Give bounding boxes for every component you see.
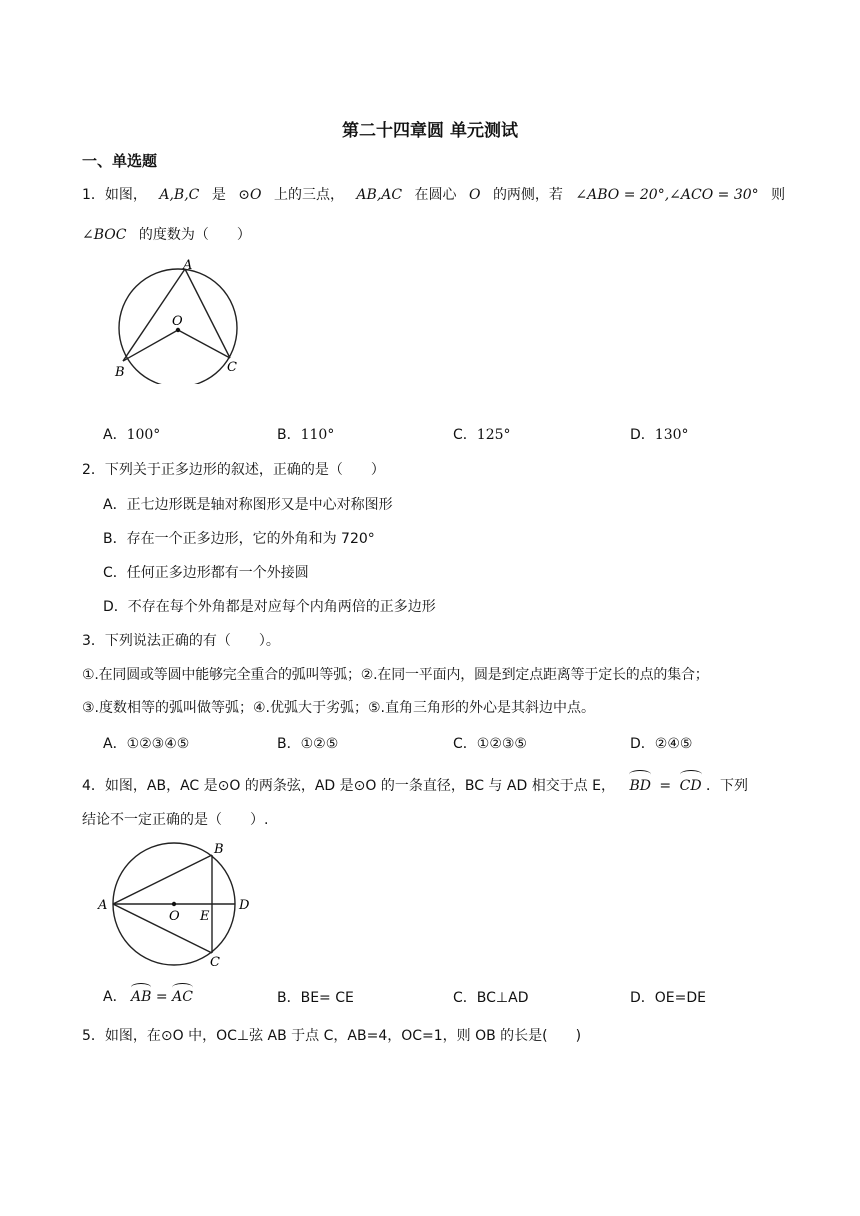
- q1-angle: ∠BOC: [82, 227, 127, 243]
- q4-figure: [96, 838, 266, 976]
- q4-option-c[interactable]: C．BC⊥AD: [453, 990, 529, 1006]
- q3-statement-line-1: ①.在同圆或等圆中能够完全重合的弧叫等弧；②.在同一平面内，圆是到定点距离等于定长的点的集合；: [82, 667, 709, 683]
- q4-fig-label-d: D: [239, 898, 250, 913]
- q4-tail: ．下列: [706, 778, 748, 794]
- q1-option-d[interactable]: D．130°: [630, 427, 689, 443]
- question-5-stem: 5．如图，在⊙O 中，OC⊥弦 AB 于点 C，AB=4，OC=1，则 OB 的长是( ): [82, 1028, 582, 1044]
- q2-option-a[interactable]: A．正七边形既是轴对称图形又是中心对称图形: [103, 497, 393, 513]
- q4-option-d[interactable]: D．OE=DE: [630, 990, 707, 1006]
- q4-arc-bd: BD: [629, 770, 651, 796]
- q1-then: 则: [771, 187, 786, 203]
- q1-condition: ∠ABO = 20°,∠ACO = 30°: [575, 187, 759, 203]
- section-heading: 一、单选题: [82, 152, 158, 170]
- q1-circle: ⊙O: [238, 187, 262, 203]
- q4-fig-label-b: B: [214, 842, 224, 857]
- q1-option-b[interactable]: B．110°: [277, 427, 335, 443]
- q1-center: O: [469, 187, 481, 203]
- q1-option-c[interactable]: C．125°: [453, 427, 511, 443]
- q1-center-text: 在圆心: [414, 187, 457, 203]
- q4-opt-a-arc-ac: AC: [172, 983, 193, 1005]
- q1-ask: 的度数为（ ）: [138, 227, 251, 243]
- q4-equals: =: [659, 778, 672, 794]
- q1-sides: 的两侧，若: [492, 187, 563, 203]
- q1-prefix: 1．如图，: [82, 187, 147, 203]
- q1-fig-label-c: C: [227, 360, 237, 375]
- question-3-stem: 3．下列说法正确的有（ ）。: [82, 633, 280, 649]
- q4-fig-label-c: C: [210, 955, 220, 970]
- question-2-stem: 2．下列关于正多边形的叙述，正确的是（ ）: [82, 462, 385, 478]
- question-1-stem: [82, 185, 785, 205]
- q4-fig-label-a: A: [98, 898, 108, 913]
- q1-points: A,B,C: [159, 187, 200, 203]
- q3-statement-line-2: ③.度数相等的弧叫做等弧；④.优弧大于劣弧；⑤.直角三角形的外心是其斜边中点。: [82, 700, 596, 716]
- q1-is: 是: [211, 187, 226, 203]
- q1-fig-label-a: A: [183, 258, 193, 273]
- q4-opt-a-arc-ab: AB: [131, 983, 151, 1005]
- q2-option-c[interactable]: C．任何正多边形都有一个外接圆: [103, 565, 309, 581]
- q4-fig-label-o: O: [169, 909, 180, 924]
- q1-fig-label-o: O: [172, 314, 183, 329]
- q1-option-a[interactable]: A．100°: [103, 427, 161, 443]
- question-4-stem: [82, 770, 748, 796]
- q1-chords: AB,AC: [356, 187, 403, 203]
- q4-fig-label-e: E: [200, 909, 210, 924]
- q4-stem-text: 4．如图，AB，AC 是⊙O 的两条弦，AD 是⊙O 的一条直径，BC 与 AD 相交于点 E，: [82, 778, 615, 794]
- q4-option-b[interactable]: B．BE= CE: [277, 990, 354, 1006]
- q1-on: 上的三点，: [273, 187, 344, 203]
- q2-option-d[interactable]: D．不存在每个外角都是对应每个内角两倍的正多边形: [103, 599, 436, 615]
- page-title: 第二十四章圆 单元测试: [342, 121, 518, 141]
- q4-option-a[interactable]: A． AB = AC: [103, 983, 193, 1006]
- q1-figure: [110, 258, 250, 388]
- question-1-ask: [82, 225, 251, 245]
- q3-option-a[interactable]: A．①②③④⑤: [103, 736, 190, 752]
- q3-option-d[interactable]: D．②④⑤: [630, 736, 693, 752]
- question-4-line-2: 结论不一定正确的是（ ）.: [82, 812, 269, 828]
- q1-fig-label-b: B: [115, 365, 125, 380]
- q2-option-b[interactable]: B．存在一个正多边形，它的外角和为 720°: [103, 531, 375, 547]
- q3-option-b[interactable]: B．①②⑤: [277, 736, 339, 752]
- q4-arc-cd: CD: [680, 770, 702, 796]
- q3-option-c[interactable]: C．①②③⑤: [453, 736, 527, 752]
